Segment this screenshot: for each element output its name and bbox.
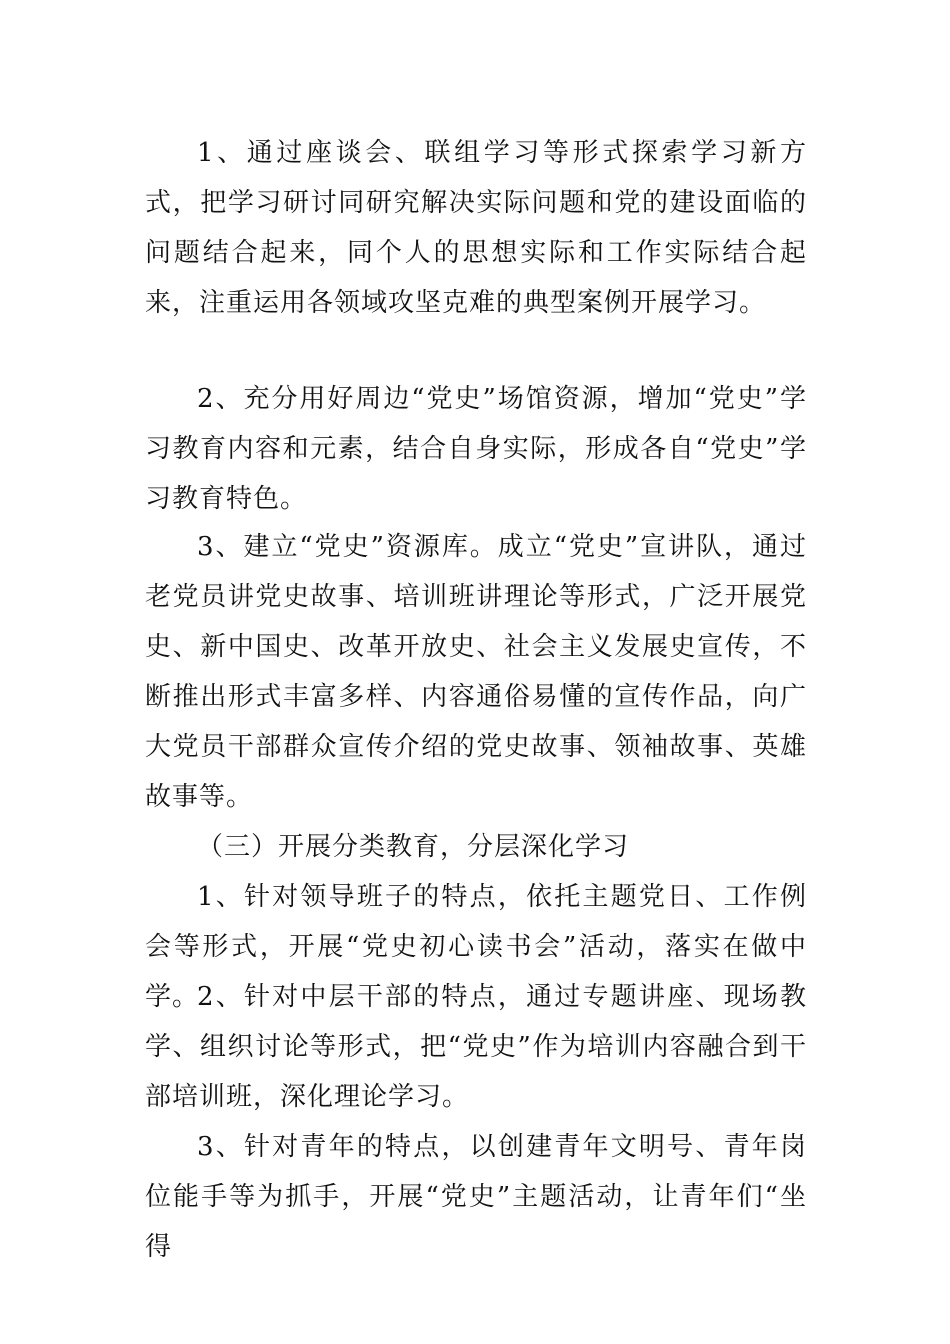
paragraph-5-middle-cadres: 2、针对中层干部的特点，通过专题讲座、现场教学、组织讨论等形式，把“党史”作为培训内容融合到干部培训班，深化理论学习。 [145, 982, 807, 1112]
section-heading-3: （三）开展分类教育，分层深化学习 [197, 832, 630, 862]
paragraph-4-leadership-team: 1、针对领导班子的特点，依托主题党日、工作例会等形式，开展“党史初心读书会”活动，落实在做中学。 [145, 882, 807, 1012]
paragraph-6-youth: 3、针对青年的特点，以创建青年文明号、青年岗位能手等为抓手，开展“党史”主题活动，让青年们“坐得 [145, 1132, 807, 1262]
paragraph-2-venue-resources: 2、充分用好周边“党史”场馆资源，增加“党史”学习教育内容和元素，结合自身实际，形成各自“党史”学习教育特色。 [145, 384, 807, 514]
paragraph-1-study-methods: 1、通过座谈会、联组学习等形式探索学习新方式，把学习研讨同研究解决实际问题和党的建设面临的问题结合起来，同个人的思想实际和工作实际结合起来，注重运用各领域攻坚克难的典型案例开展学习。 [145, 138, 807, 318]
paragraph-3-resource-library: 3、建立“党史”资源库。成立“党史”宣讲队，通过老党员讲党史故事、培训班讲理论等形式，广泛开展党史、新中国史、改革开放史、社会主义发展史宣传，不断推出形式丰富多样、内容通俗易懂的宣传作品，向广大党员干部群众宣传介绍的党史故事、领袖故事、英雄故事等。 [145, 532, 807, 812]
